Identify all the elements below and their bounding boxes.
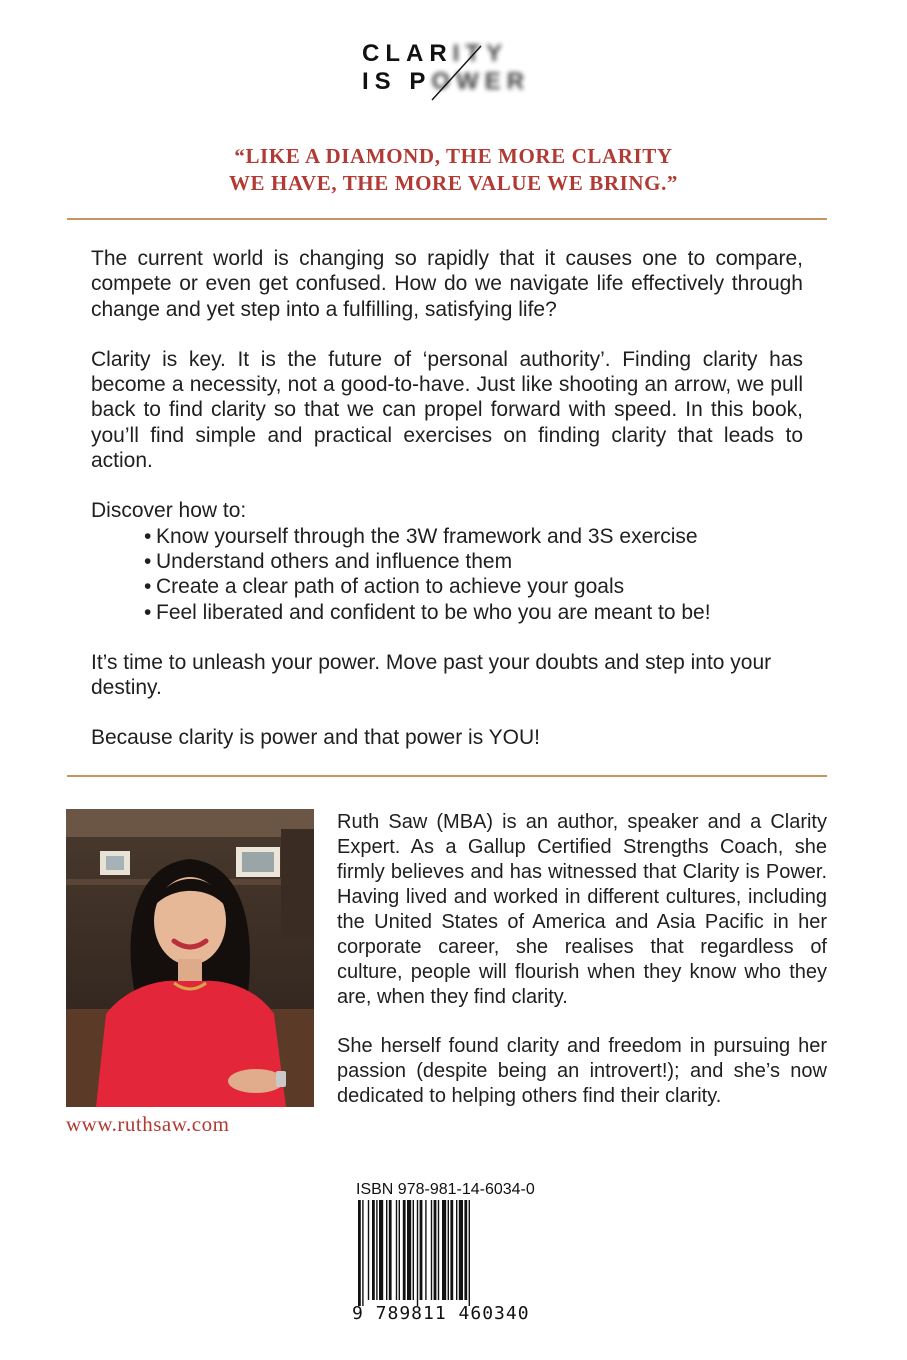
- barcode-bar: [438, 1200, 439, 1300]
- list-item: • Know yourself through the 3W framework and 3S exercise: [144, 524, 698, 548]
- barcode-bar: [368, 1200, 369, 1300]
- bullet-icon: •: [144, 549, 152, 573]
- list-item: • Create a clear path of action to achieve your goals: [144, 575, 625, 599]
- barcode-bar: [431, 1200, 432, 1300]
- barcode-bar: [469, 1200, 470, 1306]
- list-item: • Feel liberated and confident to be who you are meant to be!: [144, 600, 711, 624]
- barcode-bar: [386, 1200, 387, 1300]
- barcode-bar: [459, 1200, 463, 1300]
- author-photo: [66, 809, 314, 1107]
- barcode-bar: [420, 1200, 423, 1300]
- barcode-bar: [407, 1200, 411, 1300]
- barcode-digits: 9 789811 460340: [352, 1303, 530, 1324]
- barcode-bar: [442, 1200, 446, 1300]
- bullet-icon: •: [144, 575, 152, 599]
- barcode-bar: [389, 1200, 392, 1300]
- barcode-bar: [403, 1200, 406, 1300]
- barcode-bar: [434, 1200, 437, 1300]
- barcode-bar: [362, 1200, 363, 1306]
- barcode-bar: [399, 1200, 400, 1300]
- barcode: [356, 1200, 521, 1308]
- logo-slash-icon: [362, 42, 532, 102]
- barcode-bar: [464, 1200, 467, 1300]
- barcode-bar: [379, 1200, 383, 1300]
- quote-line-1: “LIKE A DIAMOND, THE MORE CLARITY: [234, 144, 673, 168]
- author-website-link[interactable]: www.ruthsaw.com: [66, 1112, 230, 1136]
- blurb-paragraph-1: The current world is changing so rapidly that it causes one to compare, compete or even get confused. How do we navigate life effectively through change and yet step into a fulfilling, satisfying life?: [91, 247, 803, 321]
- bullet-icon: •: [144, 524, 152, 548]
- list-item: • Understand others and influence them: [144, 549, 513, 573]
- discover-list: [91, 524, 803, 625]
- barcode-bar: [456, 1200, 457, 1300]
- isbn-label: ISBN 978-981-14-6034-0: [356, 1181, 535, 1198]
- barcode-bar: [376, 1200, 377, 1300]
- divider-top: [67, 218, 827, 220]
- barcode-bar: [413, 1200, 414, 1300]
- author-bio: [337, 810, 827, 1133]
- barcode-bar: [417, 1200, 418, 1306]
- clarity-is-power-logo: [362, 42, 532, 102]
- divider-bottom: [67, 775, 827, 777]
- quote-line-2: WE HAVE, THE MORE VALUE WE BRING.”: [228, 171, 679, 195]
- bio-paragraph-1: Ruth Saw (MBA) is an author, speaker and a Clarity Expert. As a Gallup Certified Strengths Coach, she firmly believes and has witnessed that Clarity is Power. Having lived and worked in different cultures, including the United States of America and Asia Pacific in her corporate career, she realises that regardless of culture, people will flourish when they know who they are, when they find clarity.: [337, 811, 827, 1008]
- blurb-paragraph-3: It’s time to unleash your power. Move past your doubts and step into your destiny.: [91, 650, 772, 700]
- book-blurb: [91, 246, 803, 776]
- discover-heading: Discover how to:: [91, 499, 247, 523]
- barcode-bar: [372, 1200, 375, 1300]
- pull-quote: [0, 143, 907, 197]
- blurb-paragraph-4: Because clarity is power and that power is YOU!: [91, 726, 540, 750]
- bullet-icon: •: [144, 600, 152, 624]
- blurb-paragraph-2: Clarity is key. It is the future of ‘personal authority’. Finding clarity has become a necessity, not a good-to-have. Just like shooting an arrow, we pull back to find clarity so that we can propel forward with speed. In this book, you’ll find simple and practical exercises on finding clarity that leads to action.: [91, 347, 803, 473]
- logo-line-2: IS POWER: [362, 68, 531, 95]
- logo-line-1: CLARITY: [362, 40, 508, 67]
- bio-paragraph-2: She herself found clarity and freedom in pursuing her passion (despite being an introvert!); and she’s now dedicated to helping others find their clarity.: [337, 1035, 827, 1107]
- barcode-bar: [450, 1200, 453, 1300]
- barcode-bar: [358, 1200, 361, 1306]
- barcode-bar: [396, 1200, 397, 1300]
- barcode-bar: [448, 1200, 449, 1300]
- barcode-bar: [425, 1200, 426, 1300]
